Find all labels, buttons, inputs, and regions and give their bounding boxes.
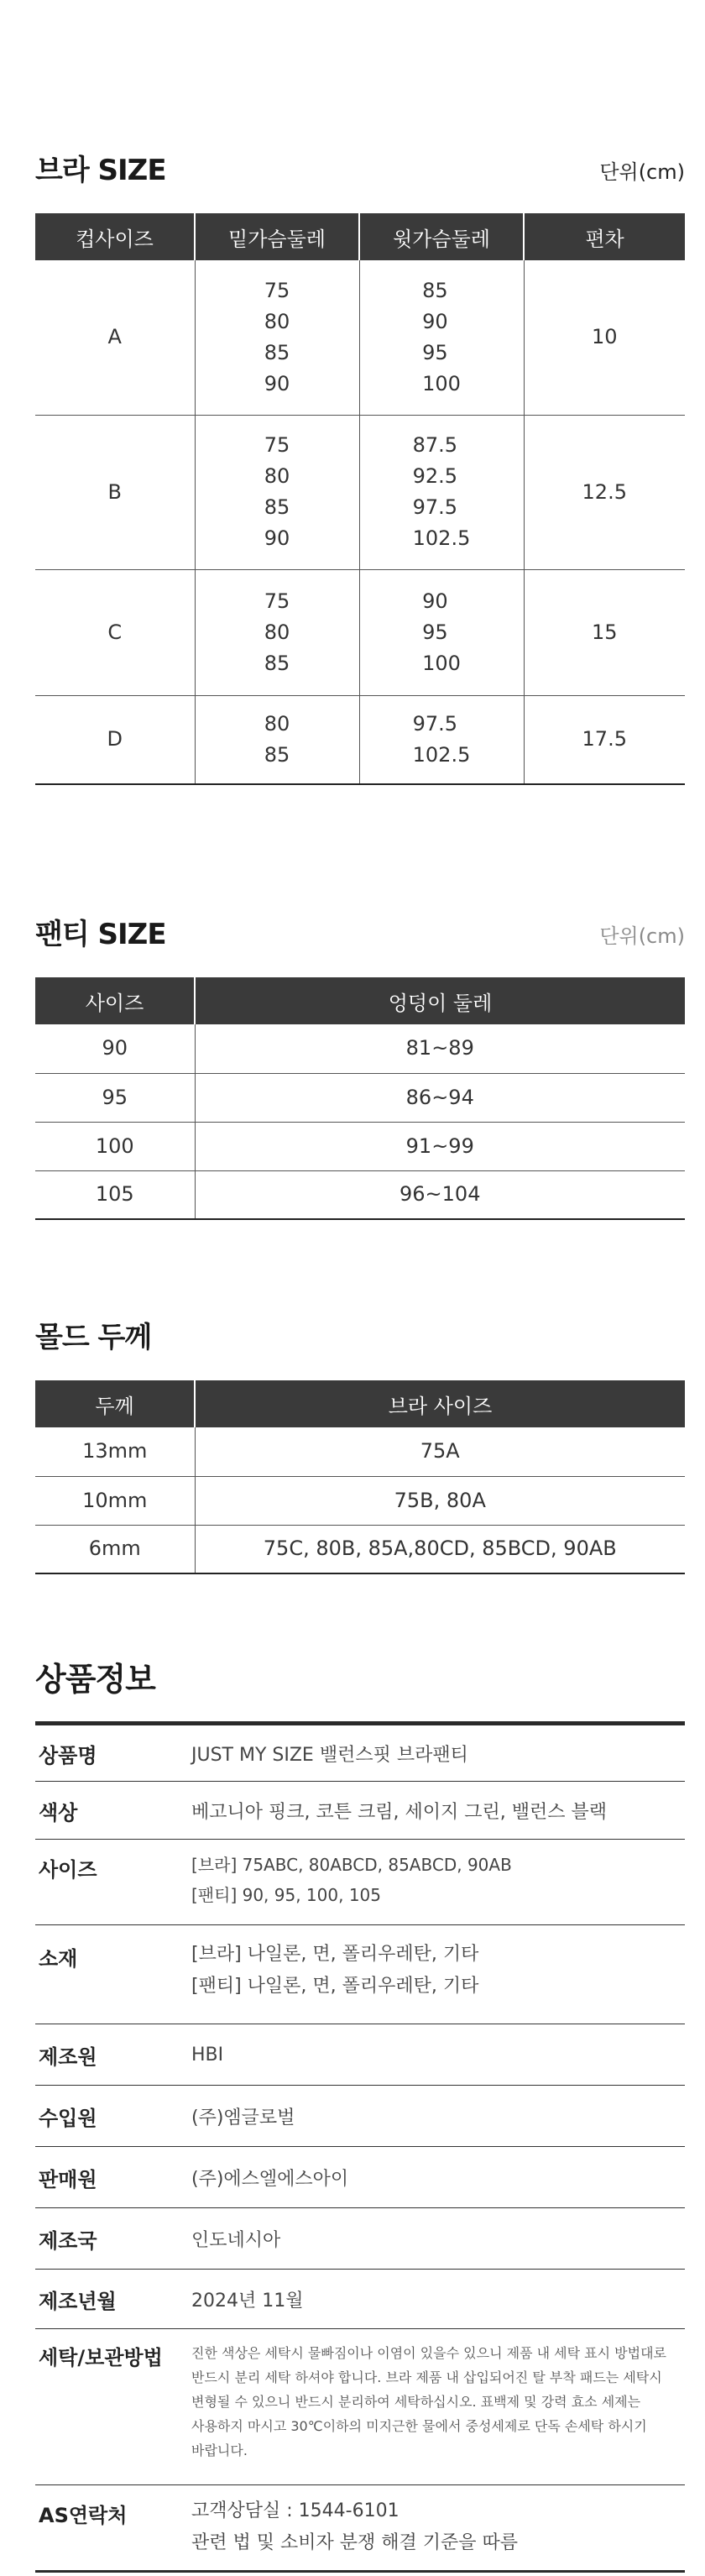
upper-bust-value: 92.5 xyxy=(412,464,458,488)
size-cell: 95 xyxy=(35,1073,195,1122)
upper-bust-value: 87.5 xyxy=(412,433,458,457)
bra-size-cell: 75C, 80B, 85A,80CD, 85BCD, 90AB xyxy=(195,1525,685,1573)
upper-bust-value: 90 xyxy=(422,589,448,613)
col-bra-size: 브라 사이즈 xyxy=(195,1380,685,1427)
panty-size-title: 팬티 SIZE xyxy=(35,918,166,951)
care-text-line: 진한 색상은 세탁시 물빠짐이나 이염이 있을수 있으니 제품 내 세탁 표시 방법대로 xyxy=(191,2345,666,2361)
info-key: 제조국 xyxy=(39,2228,97,2253)
under-bust-value: 75 xyxy=(264,278,290,302)
info-row-as-contact xyxy=(35,2485,685,2573)
care-text-line: 사용하지 마시고 30℃이하의 미지근한 물에서 중성세제로 단독 손세탁 하시기 xyxy=(191,2418,647,2434)
upper-bust-value: 97.5 xyxy=(412,711,458,736)
upper-bust-value: 102.5 xyxy=(412,742,471,767)
under-bust-value: 85 xyxy=(264,495,290,519)
info-row-color xyxy=(35,1782,685,1840)
info-row-product-name xyxy=(35,1725,685,1782)
cup-size-cell: A xyxy=(35,260,195,415)
info-row-care xyxy=(35,2329,685,2485)
info-row-manufacturer xyxy=(35,2024,685,2086)
info-key: 제조원 xyxy=(39,2045,97,2069)
table-row xyxy=(35,1427,685,1476)
cup-size-cell: D xyxy=(35,695,195,784)
bra-size-table xyxy=(35,213,685,785)
info-key: AS연락처 xyxy=(39,2504,128,2527)
info-key: 사이즈 xyxy=(39,1858,97,1882)
care-text-line: 변형될 수 있으니 반드시 분리하여 세탁하십시오. 표백제 및 강력 효소 세제는 xyxy=(191,2394,641,2410)
under-bust-value: 80 xyxy=(264,309,290,333)
under-bust-value: 85 xyxy=(264,742,290,767)
bra-size-title: 브라 SIZE xyxy=(35,154,166,187)
mold-thickness-title: 몰드 두께 xyxy=(35,1321,152,1354)
care-text-line: 반드시 분리 세탁 하셔야 합니다. 브라 제품 내 삽입되어진 탈 부착 패드는 세탁시 xyxy=(191,2369,662,2385)
bra-size-header-row xyxy=(35,213,685,260)
under-bust-value: 85 xyxy=(264,340,290,364)
under-bust-value: 75 xyxy=(264,433,290,457)
info-value: HBI xyxy=(191,2044,224,2066)
info-value: [브라] 나일론, 면, 폴리우레탄, 기타 xyxy=(191,1944,479,1965)
info-value: 인도네시아 xyxy=(191,2229,281,2251)
product-info-header xyxy=(35,1652,685,1699)
size-cell: 105 xyxy=(35,1170,195,1219)
under-bust-value: 90 xyxy=(264,526,290,550)
info-key: 판매원 xyxy=(39,2167,97,2191)
cup-size-cell: C xyxy=(35,569,195,695)
table-row xyxy=(35,415,685,569)
under-bust-value: 80 xyxy=(264,711,290,736)
info-key: 세탁/보관방법 xyxy=(39,2346,163,2369)
table-row xyxy=(35,1170,685,1219)
info-value: 베고니아 핑크, 코튼 크림, 세이지 그린, 밸런스 블랙 xyxy=(191,1801,607,1823)
under-bust-value: 75 xyxy=(264,589,290,613)
info-value: (주)에스엘에스아이 xyxy=(191,2168,349,2190)
info-value: [팬티] 90, 95, 100, 105 xyxy=(191,1885,381,1905)
info-row-importer xyxy=(35,2086,685,2147)
col-upper-bust: 윗가슴둘레 xyxy=(359,213,524,260)
col-size: 사이즈 xyxy=(35,977,195,1024)
thickness-cell: 13mm xyxy=(35,1427,195,1476)
table-row xyxy=(35,1525,685,1573)
info-key: 수입원 xyxy=(39,2106,97,2130)
info-row-material xyxy=(35,1925,685,2024)
info-value: (주)엠글로벌 xyxy=(191,2107,295,2128)
upper-bust-value: 95 xyxy=(422,340,448,364)
col-hip: 엉덩이 둘레 xyxy=(195,977,685,1024)
info-value: [브라] 75ABC, 80ABCD, 85ABCD, 90AB xyxy=(191,1855,512,1875)
panty-size-table xyxy=(35,977,685,1220)
size-cell: 100 xyxy=(35,1122,195,1170)
info-row-country xyxy=(35,2208,685,2270)
info-key: 제조년월 xyxy=(39,2289,117,2313)
table-row xyxy=(35,1122,685,1170)
table-row xyxy=(35,1024,685,1073)
mold-header-row xyxy=(35,1380,685,1427)
info-key: 소재 xyxy=(39,1947,78,1971)
under-bust-value: 80 xyxy=(264,464,290,488)
mold-thickness-table xyxy=(35,1380,685,1574)
thickness-cell: 6mm xyxy=(35,1525,195,1573)
difference-cell: 10 xyxy=(524,260,685,415)
upper-bust-value: 100 xyxy=(422,651,461,675)
info-value: 관련 법 및 소비자 분쟁 해결 기준을 따름 xyxy=(191,2532,518,2553)
mold-thickness-header xyxy=(35,1318,685,1355)
under-bust-value: 80 xyxy=(264,620,290,644)
hip-cell: 86~94 xyxy=(195,1073,685,1122)
under-bust-value: 85 xyxy=(264,651,290,675)
info-value: JUST MY SIZE 밸런스핏 브라팬티 xyxy=(191,1744,468,1766)
product-info-table xyxy=(35,1721,685,2573)
hip-cell: 81~89 xyxy=(195,1024,685,1073)
difference-cell: 17.5 xyxy=(524,695,685,784)
table-row xyxy=(35,695,685,784)
hip-cell: 96~104 xyxy=(195,1170,685,1219)
col-cup-size: 컵사이즈 xyxy=(35,213,195,260)
col-difference: 편차 xyxy=(524,213,685,260)
info-row-seller xyxy=(35,2147,685,2208)
upper-bust-value: 85 xyxy=(422,278,448,302)
info-row-manufacture-date xyxy=(35,2270,685,2329)
size-cell: 90 xyxy=(35,1024,195,1073)
table-row xyxy=(35,260,685,415)
panty-size-unit: 단위(cm) xyxy=(599,924,685,948)
info-key: 색상 xyxy=(39,1800,78,1825)
under-bust-value: 90 xyxy=(264,371,290,395)
info-value: 고객상담실 : 1544-6101 xyxy=(191,2500,400,2521)
info-value: 2024년 11월 xyxy=(191,2290,304,2312)
upper-bust-value: 100 xyxy=(422,371,461,395)
info-key: 상품명 xyxy=(39,1743,97,1767)
table-row xyxy=(35,1476,685,1525)
upper-bust-value: 97.5 xyxy=(412,495,458,519)
table-row xyxy=(35,1073,685,1122)
info-row-size xyxy=(35,1840,685,1925)
col-under-bust: 밑가슴둘레 xyxy=(195,213,359,260)
upper-bust-value: 95 xyxy=(422,620,448,644)
table-row xyxy=(35,569,685,695)
info-value: [팬티] 나일론, 면, 폴리우레탄, 기타 xyxy=(191,1976,479,1997)
bra-size-unit: 단위(cm) xyxy=(599,160,685,184)
care-text-line: 바랍니다. xyxy=(191,2442,248,2458)
bra-size-cell: 75A xyxy=(195,1427,685,1476)
difference-cell: 15 xyxy=(524,569,685,695)
hip-cell: 91~99 xyxy=(195,1122,685,1170)
upper-bust-value: 90 xyxy=(422,309,448,333)
cup-size-cell: B xyxy=(35,415,195,569)
col-thickness: 두께 xyxy=(35,1380,195,1427)
panty-size-header-row xyxy=(35,977,685,1024)
panty-size-header xyxy=(35,915,685,952)
difference-cell: 12.5 xyxy=(524,415,685,569)
thickness-cell: 10mm xyxy=(35,1476,195,1525)
bra-size-cell: 75B, 80A xyxy=(195,1476,685,1525)
upper-bust-value: 102.5 xyxy=(412,526,471,550)
product-info-title: 상품정보 xyxy=(35,1661,155,1698)
bra-size-header xyxy=(35,151,685,188)
